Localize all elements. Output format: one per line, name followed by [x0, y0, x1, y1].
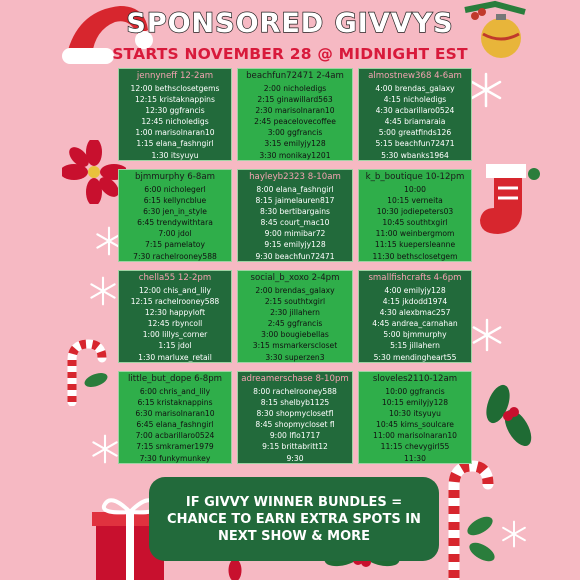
slot-item: 1:30 marluxe_retail	[138, 352, 212, 362]
slot-item: 6:45 elana_fashngirl	[136, 420, 214, 430]
schedule-cell	[358, 68, 472, 161]
slot-list	[238, 82, 352, 161]
slot-item: 11:15 chevygirl55	[380, 442, 450, 452]
slot-item: 10:30 jodiepeters03	[376, 207, 454, 217]
slot-item: 3:15 emilyjy128	[264, 139, 326, 149]
slot-item: 11:15 kuepersleanne	[374, 240, 456, 250]
candy-cane-icon	[430, 456, 500, 580]
slot-item: 1:15 jdol	[158, 341, 192, 351]
slot-item: 6:30 jen_in_style	[143, 207, 207, 217]
snowflake-icon	[90, 434, 120, 464]
schedule-cell	[118, 371, 232, 464]
slot-item: 2:00 nicholedigs	[263, 84, 327, 93]
schedule-cell	[118, 270, 232, 363]
slot-item: 9:15 emilyjy128	[264, 240, 326, 250]
slot-item: 12:00 chis_and_lily	[138, 286, 212, 295]
slot-item: 7:15 smkramer1979	[136, 442, 214, 452]
slot-item: 10:00	[404, 185, 426, 194]
slot-item: 10:00 ggfrancis	[385, 387, 445, 396]
snowflake-icon	[470, 318, 504, 352]
slot-item: 11:30 bethsclosetgem	[372, 251, 458, 261]
slot-item: 6:45 trendywithtara	[137, 218, 213, 228]
slot-item: 6:15 kristaknappins	[137, 398, 213, 408]
slot-item: 2:45 peacelovecoffee	[254, 117, 336, 127]
slot-item: 5:15 beachfun72471	[375, 139, 455, 149]
slot-item: 2:00 brendas_galaxy	[255, 286, 335, 295]
slot-item: 8:45 shopmycloset fl	[255, 420, 335, 430]
slot-item: 6:00 chris_and_lily	[139, 387, 211, 396]
slot-item: 8:15 shelbyb1125	[260, 398, 330, 408]
slot-item: 5:00 greatfinds126	[378, 128, 452, 138]
slot-list	[359, 284, 471, 363]
schedule-cell	[358, 169, 472, 262]
host-label: k_b_boutique 10-12pm	[365, 172, 465, 182]
page-subtitle: STARTS NOVEMBER 28 @ MIDNIGHT EST	[112, 45, 468, 63]
info-banner: IF GIVVY WINNER BUNDLES = CHANCE TO EARN EXTRA SPOTS IN NEXT SHOW & MORE	[149, 477, 439, 561]
slot-item: 3:15 msmarkerscloset	[252, 341, 338, 351]
slot-item: 12:30 ggfrancis	[145, 106, 205, 116]
slot-item: 7:15 pamelatoy	[145, 240, 205, 250]
slot-item: 11:30	[404, 453, 426, 463]
slot-item: 12:00 bethsclosetgems	[130, 84, 220, 93]
slot-list	[238, 183, 352, 262]
slot-item: 7:00 acbarillaro0524	[135, 431, 215, 441]
slot-item: 2:45 ggfrancis	[267, 319, 323, 329]
slot-item: 3:30 monikay1201	[259, 150, 331, 160]
schedule-cell	[358, 371, 472, 464]
slot-item: 1:30 itsyuyu	[151, 150, 199, 160]
slot-item: 10:15 verneita	[387, 196, 443, 206]
slot-item: 3:30 superzen3	[265, 352, 325, 362]
slot-item: 5:15 jillahern	[390, 341, 440, 351]
slot-item: 10:45 southtxgirl	[382, 218, 448, 228]
slot-item: 9:00 lflo1717	[269, 431, 321, 441]
christmas-stocking-icon	[468, 158, 548, 244]
schedule-cell	[237, 371, 353, 464]
poinsettia-icon	[62, 140, 126, 204]
slot-item: 10:45 kims_soulcare	[376, 420, 454, 430]
slot-item: 4:45 andrea_carnahan	[372, 319, 458, 329]
slot-item: 10:30 itsyuyu	[389, 409, 441, 419]
slot-item: 1:00 marisolnaran10	[135, 128, 215, 138]
schedule-cell	[118, 169, 232, 262]
slot-item: 12:15 rachelrooney588	[130, 297, 220, 307]
schedule-cell	[237, 68, 353, 161]
host-label: social_b_xoxo 2-4pm	[250, 273, 340, 283]
host-label: sloveles2110-12am	[372, 374, 458, 384]
schedule-cell	[237, 270, 353, 363]
slot-item: 5:30 wbanks1964	[381, 150, 449, 160]
slot-item: 9:30	[286, 453, 304, 463]
slot-item: 8:30 shopmyclosetfl	[256, 409, 334, 419]
slot-item: 9:00 mimibar72	[264, 229, 326, 239]
slot-item: 8:15 jaimelauren817	[255, 196, 335, 206]
slot-list	[119, 284, 231, 363]
slot-item: 7:30 funkymunkey	[139, 453, 211, 463]
slot-item: 12:45 rbyncoll	[147, 319, 203, 329]
slot-item: 2:30 jillahern	[270, 308, 320, 318]
slot-item: 4:30 alexbmac257	[379, 308, 451, 318]
slot-item: 6:15 kellyncblue	[143, 196, 207, 206]
slot-item: 2:15 ginawillard563	[257, 95, 333, 105]
host-label: hayleyb2323 8-10am	[249, 172, 341, 182]
slot-item: 4:30 acbarillaro0524	[375, 106, 455, 116]
slot-item: 9:30 beachfun72471	[255, 251, 335, 261]
slot-list	[359, 82, 471, 161]
slot-item: 4:00 brendas_galaxy	[375, 84, 455, 93]
slot-item: 4:15 nicholedigs	[383, 95, 447, 105]
host-label: beachfun72471 2-4am	[246, 71, 344, 81]
slot-item: 1:00 lillys_corner	[142, 330, 208, 340]
host-label: bjmmurphy 6-8am	[135, 172, 215, 182]
slot-list	[359, 183, 471, 262]
schedule-cell	[237, 169, 353, 262]
host-label: almostnew368 4-6am	[368, 71, 462, 81]
slot-item: 4:15 jkdodd1974	[382, 297, 448, 307]
slot-item: 4:45 briamaraia	[384, 117, 446, 127]
slot-list	[359, 385, 471, 464]
slot-item: 11:00 marisolnaran10	[372, 431, 457, 441]
candy-cane-icon	[60, 336, 116, 406]
slot-item: 5:00 bjmmurphy	[383, 330, 447, 340]
slot-item: 11:00 weinbergmom	[375, 229, 455, 239]
schedule-cell	[358, 270, 472, 363]
slot-item: 12:45 nicholedigs	[141, 117, 209, 127]
slot-list	[119, 183, 231, 262]
slot-item: 10:15 emilyjy128	[381, 398, 449, 408]
slot-item: 8:30 bertibargains	[260, 207, 330, 217]
host-label: jennyneff 12-2am	[136, 71, 214, 81]
slot-item: 8:45 court_mac10	[260, 218, 330, 228]
slot-item: 5:30 mendingheart55	[373, 352, 457, 362]
schedule-grid	[118, 68, 472, 466]
slot-item: 4:00 emilyjy128	[384, 286, 446, 295]
slot-list	[119, 82, 231, 161]
slot-item: 2:30 marisolnaran10	[255, 106, 335, 116]
host-label: adreamerschase 8-10pm	[241, 374, 349, 384]
slot-item: 3:00 bougiebellas	[261, 330, 329, 340]
snowflake-icon	[88, 276, 118, 306]
slot-item: 7:00 jdol	[158, 229, 192, 239]
slot-list	[119, 385, 231, 464]
slot-item: 6:30 marisolnaran10	[135, 409, 215, 419]
slot-item: 8:00 elana_fashngirl	[256, 185, 334, 194]
slot-item: 1:15 elana_fashngirl	[136, 139, 214, 149]
slot-item: 7:30 rachelrooney588	[133, 251, 217, 261]
slot-item: 3:00 ggfrancis	[267, 128, 323, 138]
slot-item: 6:00 nicholegerl	[144, 185, 206, 194]
schedule-cell	[118, 68, 232, 161]
snowflake-icon	[468, 72, 504, 108]
slot-item: 9:15 brittabritt12	[262, 442, 328, 452]
host-label: chella55 12-2pm	[138, 273, 212, 283]
host-label: little_but_dope 6-8pm	[127, 374, 223, 384]
slot-item: 12:30 happyloft	[144, 308, 206, 318]
slot-item: 2:15 southtxgirl	[264, 297, 326, 307]
host-label: smallfishcrafts 4-6pm	[368, 273, 462, 283]
slot-item: 12:15 kristaknappins	[135, 95, 215, 105]
snowflake-icon	[500, 520, 528, 548]
slot-list	[238, 385, 352, 464]
slot-list	[238, 284, 352, 363]
slot-item: 8:00 rachelrooney588	[253, 387, 337, 396]
holly-icon	[478, 384, 538, 456]
page-title: SPONSORED GIVVYS	[126, 8, 454, 39]
